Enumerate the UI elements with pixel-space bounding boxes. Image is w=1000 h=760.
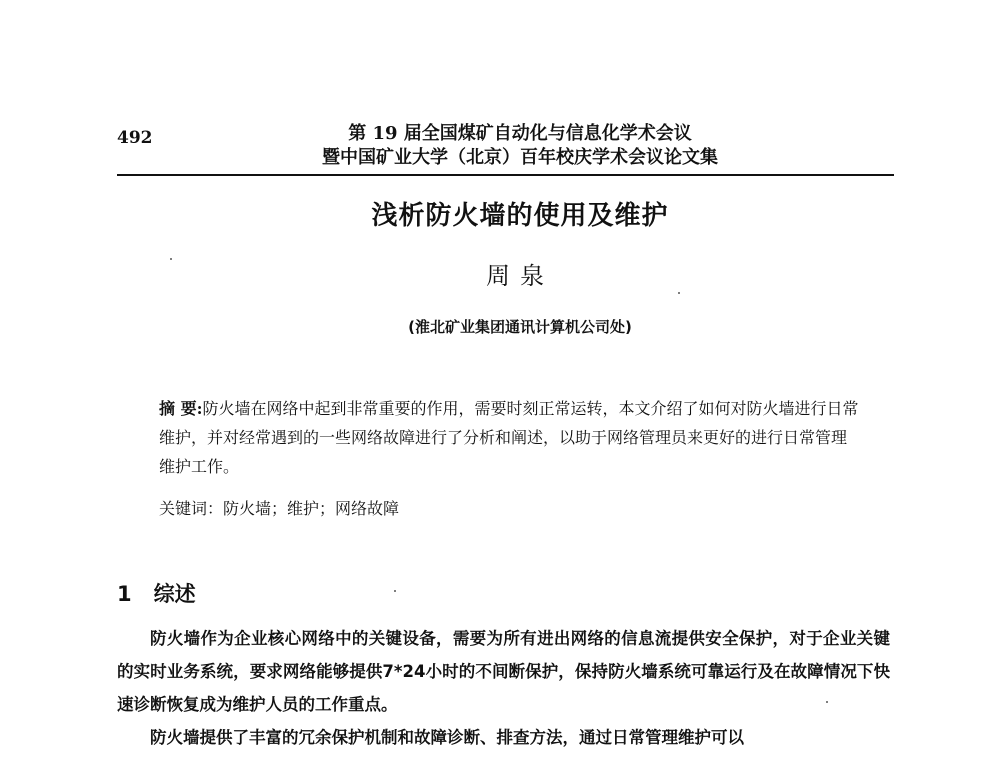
keywords-label: 关键词： <box>159 499 224 518</box>
abstract <box>159 394 859 481</box>
section-heading <box>117 578 196 608</box>
section-title: 综述 <box>153 582 196 606</box>
running-header <box>250 122 790 170</box>
scan-speck <box>394 590 396 592</box>
abstract-label: 摘 要: <box>159 399 203 418</box>
page-number: 492 <box>117 128 153 148</box>
author-affiliation: (淮北矿业集团通讯计算机公司处) <box>408 318 632 336</box>
abstract-text: 防火墙在网络中起到非常重要的作用，需要时刻正常运转，本文介绍了如何对防火墙进行日常维护，并对经常遇到的一些网络故障进行了分析和阐述，以助于网络管理员来更好的进行日常管理维护工作。 <box>159 399 859 476</box>
conference-title-line-1: 第 19 届全国煤矿自动化与信息化学术会议 <box>348 123 692 144</box>
author-name: 周泉 <box>486 262 554 290</box>
keywords-text: 防火墙；维护；网络故障 <box>223 499 400 518</box>
paper-title: 浅析防火墙的使用及维护 <box>371 201 669 231</box>
scan-speck <box>678 292 680 294</box>
body-paragraph: 防火墙作为企业核心网络中的关键设备，需要为所有进出网络的信息流提供安全保护，对于企业关键的实时业务系统，要求网络能够提供7*24小时的不间断保护，保持防火墙系统可靠运行及在故障情况下快速诊断恢复成为维护人员的工作重点。 <box>117 629 890 714</box>
header-divider <box>117 174 894 176</box>
scan-speck <box>826 701 828 703</box>
conference-title-line-2: 暨中国矿业大学（北京）百年校庆学术会议论文集 <box>322 147 718 168</box>
body-paragraph: 防火墙提供了丰富的冗余保护机制和故障诊断、排查方法，通过日常管理维护可以 <box>150 728 744 747</box>
keywords <box>159 497 859 521</box>
section-body <box>117 622 890 754</box>
scan-speck <box>170 258 172 260</box>
section-number: 1 <box>117 582 132 606</box>
